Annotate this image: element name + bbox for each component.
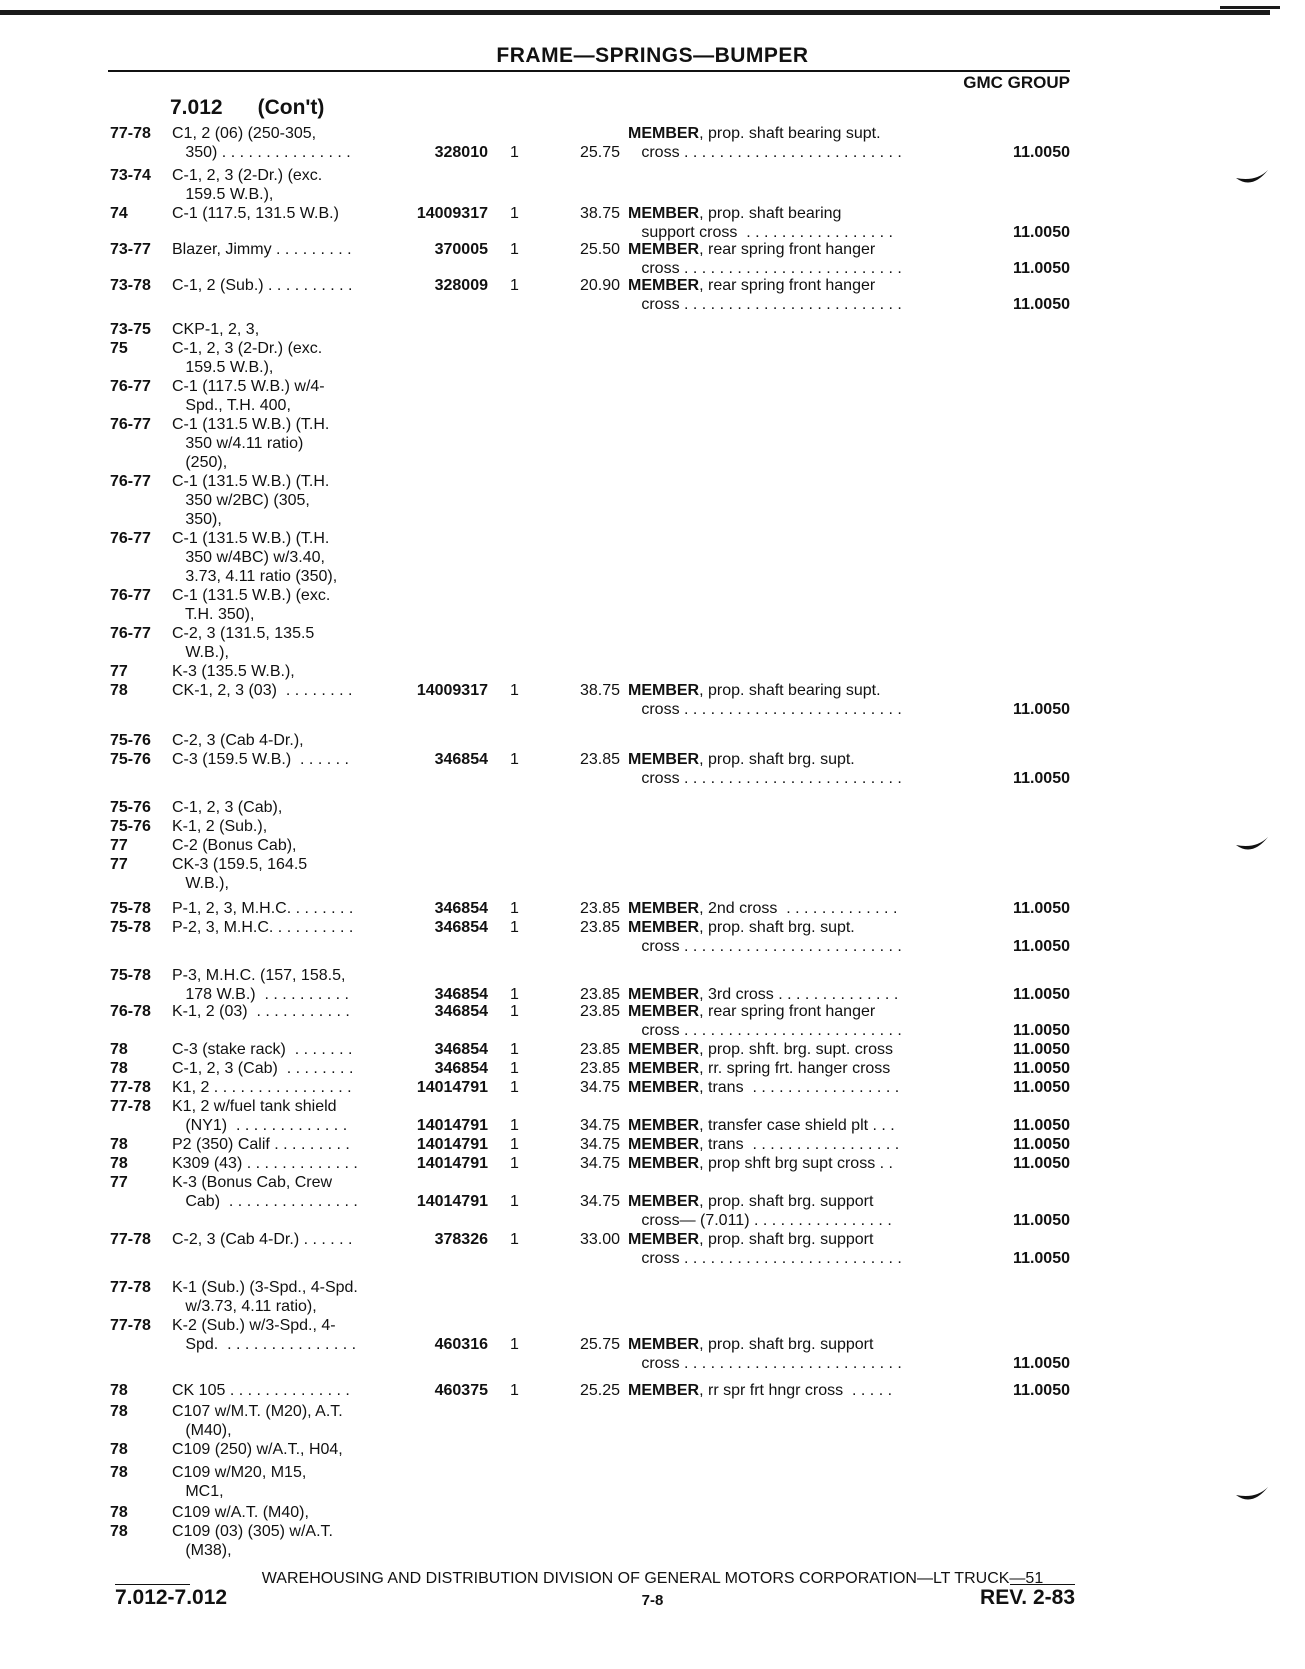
description-text: cross . . . . . . . . . . . . . . . . . . . . . . . . .	[628, 770, 902, 787]
description-text: , prop. shaft brg. support	[699, 1193, 874, 1210]
price: 23.85	[579, 751, 620, 768]
application: P2 (350) Calif . . . . . . . . .	[172, 1136, 350, 1153]
part-number: 346854	[434, 751, 488, 768]
description	[628, 1040, 968, 1059]
application: 3.73, 4.11 ratio (350),	[172, 568, 338, 585]
page-title: FRAME—SPRINGS—BUMPER	[496, 44, 809, 67]
year-range: 78	[110, 1504, 128, 1521]
quantity: 1	[510, 751, 519, 768]
year-range: 77-78	[110, 1098, 151, 1115]
application: 178 W.B.) . . . . . . . . . .	[172, 986, 349, 1003]
description	[628, 937, 968, 956]
description-keyword: MEMBER	[628, 1041, 700, 1058]
year-range: 77	[110, 837, 128, 854]
description-text: , rear spring front hanger	[699, 241, 876, 258]
description	[628, 681, 968, 700]
description	[628, 1354, 968, 1373]
application: C-1, 2, 3 (Cab),	[172, 799, 283, 816]
year-range: 75-78	[110, 967, 151, 984]
description-text: cross . . . . . . . . . . . . . . . . . . . . . . . . .	[628, 701, 902, 718]
price: 34.75	[579, 1193, 620, 1210]
quantity: 1	[510, 1079, 519, 1096]
year-range: 75-78	[110, 900, 151, 917]
description-text: , rr. spring frt. hanger cross	[699, 1060, 891, 1077]
year-range: 78	[110, 1136, 128, 1153]
application: K309 (43) . . . . . . . . . . . . .	[172, 1155, 358, 1172]
application: MC1,	[172, 1483, 224, 1500]
quantity: 1	[510, 1003, 519, 1020]
quantity: 1	[510, 1231, 519, 1248]
part-number: 346854	[434, 986, 488, 1003]
quantity: 1	[510, 1336, 519, 1353]
application: C-1, 2, 3 (2-Dr.) (exc.	[172, 167, 323, 184]
application: P-1, 2, 3, M.H.C. . . . . . . .	[172, 900, 354, 917]
price: 38.75	[579, 682, 620, 699]
application: C109 (250) w/A.T., H04,	[172, 1441, 343, 1458]
application: W.B.),	[172, 875, 229, 892]
price: 23.85	[579, 1003, 620, 1020]
quantity: 1	[510, 1193, 519, 1210]
application: C-1, 2, 3 (Cab) . . . . . . . .	[172, 1060, 354, 1077]
year-range: 78	[110, 1441, 128, 1458]
application: P-3, M.H.C. (157, 158.5,	[172, 967, 346, 984]
year-range: 76-77	[110, 378, 151, 395]
part-number: 14009317	[416, 205, 488, 222]
description	[628, 1021, 968, 1040]
description-keyword: MEMBER	[628, 1382, 700, 1399]
year-range: 76-77	[110, 625, 151, 642]
application: CK-3 (159.5, 164.5	[172, 856, 308, 873]
quantity: 1	[510, 1041, 519, 1058]
year-range: 78	[110, 1523, 128, 1540]
year-range: 73-74	[110, 167, 151, 184]
year-range: 77-78	[110, 1279, 151, 1296]
year-range: 75-78	[110, 919, 151, 936]
application: (M38),	[172, 1542, 232, 1559]
year-range: 77-78	[110, 125, 151, 142]
group-number: 11.0050	[1013, 1355, 1070, 1372]
price: 34.75	[579, 1155, 620, 1172]
description-keyword: MEMBER	[628, 1231, 700, 1248]
description-keyword: MEMBER	[628, 1060, 700, 1077]
description	[628, 918, 968, 937]
description	[628, 240, 968, 259]
application: K-3 (135.5 W.B.),	[172, 663, 295, 680]
year-range: 73-77	[110, 241, 151, 258]
year-range: 76-77	[110, 530, 151, 547]
price: 23.85	[579, 919, 620, 936]
description-text: , rear spring front hanger	[699, 277, 876, 294]
description	[628, 1335, 968, 1354]
description-keyword: MEMBER	[628, 1193, 700, 1210]
application: T.H. 350),	[172, 606, 255, 623]
description	[628, 1135, 968, 1154]
part-number: 370005	[434, 241, 488, 258]
application: K-1, 2 (Sub.),	[172, 818, 268, 835]
description-text: cross— (7.011) . . . . . . . . . . . . . . . .	[628, 1212, 892, 1229]
group-number: 11.0050	[1013, 1155, 1070, 1172]
description-keyword: MEMBER	[628, 986, 700, 1003]
description	[628, 899, 968, 918]
part-number: 346854	[434, 900, 488, 917]
application: C-2, 3 (131.5, 135.5	[172, 625, 315, 642]
footer-range: 7.012-7.012	[115, 1586, 228, 1609]
description	[628, 1211, 968, 1230]
description-text: , prop. shaft brg. support	[699, 1336, 874, 1353]
description-keyword: MEMBER	[628, 1079, 700, 1096]
application: C-1 (131.5 W.B.) (exc.	[172, 587, 331, 604]
application: C109 (03) (305) w/A.T.	[172, 1523, 333, 1540]
group-number: 11.0050	[1013, 770, 1070, 787]
description	[628, 1249, 968, 1268]
group-number: 11.0050	[1013, 1060, 1070, 1077]
description-text: , 2nd cross . . . . . . . . . . . . .	[699, 900, 898, 917]
description-text: cross . . . . . . . . . . . . . . . . . . . . . . . . .	[628, 1250, 902, 1267]
application: C-1, 2, 3 (2-Dr.) (exc.	[172, 340, 323, 357]
description-text: cross . . . . . . . . . . . . . . . . . . . . . . . . .	[628, 296, 902, 313]
year-range: 77-78	[110, 1231, 151, 1248]
description	[628, 750, 968, 769]
year-range: 78	[110, 1464, 128, 1481]
application: (250),	[172, 454, 228, 471]
group-number: 11.0050	[1013, 224, 1070, 241]
group-number: 11.0050	[1013, 1212, 1070, 1229]
quantity: 1	[510, 1155, 519, 1172]
quantity: 1	[510, 1382, 519, 1399]
quantity: 1	[510, 144, 519, 161]
part-number: 346854	[434, 1041, 488, 1058]
part-number: 346854	[434, 919, 488, 936]
year-range: 78	[110, 1155, 128, 1172]
application: C-2, 3 (Cab 4-Dr.) . . . . . .	[172, 1231, 353, 1248]
application: 350 w/2BC) (305,	[172, 492, 310, 509]
quantity: 1	[510, 986, 519, 1003]
application: C-3 (stake rack) . . . . . . .	[172, 1041, 353, 1058]
description-text: , prop. shft. brg. supt. cross	[699, 1041, 893, 1058]
application: K-3 (Bonus Cab, Crew	[172, 1174, 333, 1191]
application: C-3 (159.5 W.B.) . . . . . .	[172, 751, 349, 768]
application: C-1 (131.5 W.B.) (T.H.	[172, 530, 330, 547]
description-keyword: MEMBER	[628, 1136, 700, 1153]
description	[628, 1059, 968, 1078]
year-range: 78	[110, 1060, 128, 1077]
quantity: 1	[510, 900, 519, 917]
description-text: cross . . . . . . . . . . . . . . . . . . . . . . . . .	[628, 1355, 902, 1372]
application: CK-1, 2, 3 (03) . . . . . . . .	[172, 682, 353, 699]
price: 23.85	[579, 900, 620, 917]
group-number: 11.0050	[1013, 1022, 1070, 1039]
year-range: 73-75	[110, 321, 151, 338]
description-text: support cross . . . . . . . . . . . . . . . . .	[628, 224, 893, 241]
application: C-1 (117.5 W.B.) w/4-	[172, 378, 325, 395]
price: 34.75	[579, 1136, 620, 1153]
description-keyword: MEMBER	[628, 205, 700, 222]
part-number: 378326	[434, 1231, 488, 1248]
group-number: 11.0050	[1013, 260, 1070, 277]
description-text: , trans . . . . . . . . . . . . . . . . .	[699, 1079, 900, 1096]
description	[628, 295, 968, 314]
application: C-2, 3 (Cab 4-Dr.),	[172, 732, 304, 749]
footer-page-number: 7-8	[641, 1592, 664, 1609]
description	[628, 1381, 968, 1400]
part-number: 346854	[434, 1060, 488, 1077]
quantity: 1	[510, 1060, 519, 1077]
description-text: , prop. shaft brg. supt.	[699, 919, 855, 936]
description-keyword: MEMBER	[628, 1003, 700, 1020]
application: 350 w/4.11 ratio)	[172, 435, 304, 452]
year-range: 73-78	[110, 277, 151, 294]
quantity: 1	[510, 277, 519, 294]
group-number: 11.0050	[1013, 900, 1070, 917]
part-number: 346854	[434, 1003, 488, 1020]
year-range: 76-77	[110, 416, 151, 433]
description-text: cross . . . . . . . . . . . . . . . . . . . . . . . . .	[628, 260, 902, 277]
description-text: , rr spr frt hngr cross . . . . .	[699, 1382, 893, 1399]
year-range: 77	[110, 1174, 128, 1191]
quantity: 1	[510, 919, 519, 936]
year-range: 78	[110, 1041, 128, 1058]
description-text: , rear spring front hanger	[699, 1003, 876, 1020]
price: 23.85	[579, 1060, 620, 1077]
description-keyword: MEMBER	[628, 1155, 700, 1172]
group-number: 11.0050	[1013, 1382, 1070, 1399]
part-number: 14009317	[416, 682, 488, 699]
quantity: 1	[510, 1117, 519, 1134]
part-number: 14014791	[416, 1193, 488, 1210]
description-keyword: MEMBER	[628, 125, 700, 142]
part-number: 460375	[434, 1382, 488, 1399]
application: K1, 2 . . . . . . . . . . . . . . . .	[172, 1079, 352, 1096]
description-keyword: MEMBER	[628, 900, 700, 917]
price: 25.50	[579, 241, 620, 258]
application: K-2 (Sub.) w/3-Spd., 4-	[172, 1317, 336, 1334]
price: 34.75	[579, 1079, 620, 1096]
year-range: 74	[110, 205, 128, 222]
description-text: , transfer case shield plt . . .	[699, 1117, 895, 1134]
binder-mark-icon	[1234, 835, 1270, 855]
year-range: 75	[110, 340, 128, 357]
description	[628, 204, 968, 223]
group-number: 11.0050	[1013, 1041, 1070, 1058]
description-text: cross . . . . . . . . . . . . . . . . . . . . . . . . .	[628, 1022, 902, 1039]
year-range: 76-77	[110, 587, 151, 604]
year-range: 75-76	[110, 818, 151, 835]
group-number: 11.0050	[1013, 1117, 1070, 1134]
part-number: 328010	[434, 144, 488, 161]
application: C-1 (131.5 W.B.) (T.H.	[172, 416, 330, 433]
year-range: 76-77	[110, 473, 151, 490]
year-range: 75-76	[110, 799, 151, 816]
description	[628, 1116, 968, 1135]
price: 23.85	[579, 1041, 620, 1058]
application: Spd., T.H. 400,	[172, 397, 291, 414]
year-range: 77	[110, 856, 128, 873]
application: w/3.73, 4.11 ratio),	[172, 1298, 317, 1315]
application: Spd. . . . . . . . . . . . . . . .	[172, 1336, 357, 1353]
binder-mark-icon	[1234, 168, 1270, 188]
application: C109 w/A.T. (M40),	[172, 1504, 309, 1521]
application: 350) . . . . . . . . . . . . . . .	[172, 144, 351, 161]
price: 25.25	[579, 1382, 620, 1399]
application: K1, 2 w/fuel tank shield	[172, 1098, 337, 1115]
application: 350 w/4BC) w/3.40,	[172, 549, 325, 566]
year-range: 78	[110, 682, 128, 699]
description-text: , prop. shaft bearing supt.	[699, 682, 881, 699]
description	[628, 1078, 968, 1097]
section-heading	[170, 96, 324, 120]
top-border	[0, 10, 1270, 15]
description-text: , trans . . . . . . . . . . . . . . . . .	[699, 1136, 900, 1153]
group-number: 11.0050	[1013, 144, 1070, 161]
application: 159.5 W.B.),	[172, 359, 274, 376]
application: (NY1) . . . . . . . . . . . . .	[172, 1117, 348, 1134]
binder-mark-icon	[1234, 1485, 1270, 1505]
section-number: 7.012	[170, 96, 223, 119]
application: CKP-1, 2, 3,	[172, 321, 260, 338]
application: P-2, 3, M.H.C. . . . . . . . . .	[172, 919, 354, 936]
application: C107 w/M.T. (M20), A.T.	[172, 1403, 343, 1420]
application: C109 w/M20, M15,	[172, 1464, 307, 1481]
price: 34.75	[579, 1117, 620, 1134]
price: 25.75	[579, 144, 620, 161]
part-number: 14014791	[416, 1079, 488, 1096]
footer-division: WAREHOUSING AND DISTRIBUTION DIVISION OF GENERAL MOTORS CORPORATION—LT TRUCK—51	[261, 1570, 1044, 1587]
description-keyword: MEMBER	[628, 1117, 700, 1134]
price: 23.85	[579, 986, 620, 1003]
group-number: 11.0050	[1013, 1250, 1070, 1267]
description-keyword: MEMBER	[628, 277, 700, 294]
year-range: 75-76	[110, 732, 151, 749]
year-range: 78	[110, 1403, 128, 1420]
description	[628, 124, 968, 143]
description-text: cross . . . . . . . . . . . . . . . . . . . . . . . . .	[628, 144, 902, 161]
application: K-1, 2 (03) . . . . . . . . . . .	[172, 1003, 350, 1020]
description-text: , prop. shaft brg. support	[699, 1231, 874, 1248]
group-number: 11.0050	[1013, 938, 1070, 955]
group-label: GMC GROUP	[963, 73, 1070, 92]
description-keyword: MEMBER	[628, 682, 700, 699]
quantity: 1	[510, 205, 519, 222]
application: C-1 (117.5, 131.5 W.B.)	[172, 205, 339, 222]
footer-revision: REV. 2-83	[980, 1586, 1075, 1609]
price: 33.00	[579, 1231, 620, 1248]
price: 25.75	[579, 1336, 620, 1353]
description	[628, 1002, 968, 1021]
description-text: , prop shft brg supt cross . .	[699, 1155, 893, 1172]
title-rule	[108, 70, 1070, 72]
application: K-1 (Sub.) (3-Spd., 4-Spd.	[172, 1279, 358, 1296]
quantity: 1	[510, 682, 519, 699]
part-number: 14014791	[416, 1136, 488, 1153]
group-number: 11.0050	[1013, 1079, 1070, 1096]
application: Cab) . . . . . . . . . . . . . . .	[172, 1193, 358, 1210]
description-text: , prop. shaft brg. supt.	[699, 751, 855, 768]
description-keyword: MEMBER	[628, 751, 700, 768]
application: 350),	[172, 511, 222, 528]
price: 20.90	[579, 277, 620, 294]
year-range: 77-78	[110, 1079, 151, 1096]
group-number: 11.0050	[1013, 296, 1070, 313]
top-border-accent	[1220, 6, 1280, 9]
year-range: 78	[110, 1382, 128, 1399]
application: C-2 (Bonus Cab),	[172, 837, 297, 854]
application: C-1 (131.5 W.B.) (T.H.	[172, 473, 330, 490]
description-keyword: MEMBER	[628, 1336, 700, 1353]
description-keyword: MEMBER	[628, 241, 700, 258]
description	[628, 1230, 968, 1249]
part-number: 460316	[434, 1336, 488, 1353]
application: CK 105 . . . . . . . . . . . . . .	[172, 1382, 350, 1399]
part-number: 14014791	[416, 1117, 488, 1134]
description	[628, 1154, 968, 1173]
description-text: , 3rd cross . . . . . . . . . . . . . .	[699, 986, 899, 1003]
description-text: , prop. shaft bearing supt.	[699, 125, 881, 142]
application: (M40),	[172, 1422, 232, 1439]
part-number: 328009	[434, 277, 488, 294]
application: C-1, 2 (Sub.) . . . . . . . . . .	[172, 277, 353, 294]
year-range: 77-78	[110, 1317, 151, 1334]
description	[628, 276, 968, 295]
part-number: 14014791	[416, 1155, 488, 1172]
description	[628, 1192, 968, 1211]
description	[628, 700, 968, 719]
application: W.B.),	[172, 644, 229, 661]
description	[628, 769, 968, 788]
description-text: cross . . . . . . . . . . . . . . . . . . . . . . . . .	[628, 938, 902, 955]
year-range: 76-78	[110, 1003, 151, 1020]
application: C1, 2 (06) (250-305,	[172, 125, 317, 142]
year-range: 77	[110, 663, 128, 680]
group-number: 11.0050	[1013, 701, 1070, 718]
quantity: 1	[510, 241, 519, 258]
year-range: 75-76	[110, 751, 151, 768]
description-text: , prop. shaft bearing	[699, 205, 842, 222]
application: 159.5 W.B.),	[172, 186, 274, 203]
price: 38.75	[579, 205, 620, 222]
group-number: 11.0050	[1013, 1136, 1070, 1153]
section-note: (Con't)	[257, 96, 325, 119]
description-keyword: MEMBER	[628, 919, 700, 936]
application: Blazer, Jimmy . . . . . . . . .	[172, 241, 352, 258]
description	[628, 143, 968, 162]
group-number: 11.0050	[1013, 986, 1070, 1003]
quantity: 1	[510, 1136, 519, 1153]
